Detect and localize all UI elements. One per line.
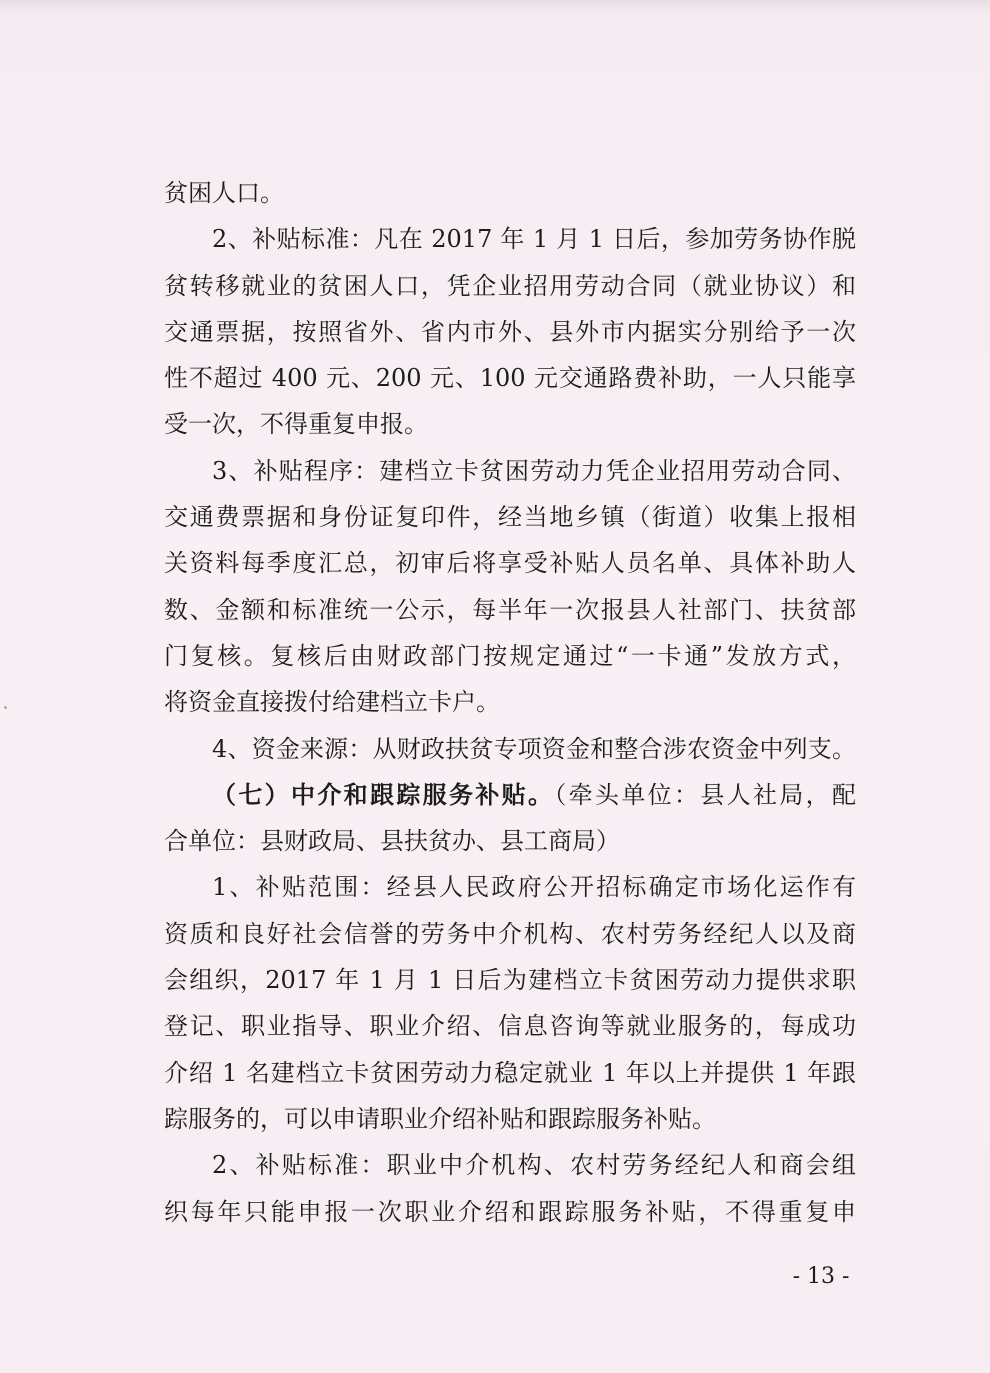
text-line	[164, 772, 856, 818]
text-line: 性不超过 400 元、200 元、100 元交通路费补助，一人只能享	[164, 364, 856, 393]
text-line: 受一次，不得重复申报。	[164, 410, 428, 439]
text-line: 踪服务的，可以申请职业介绍补贴和跟踪服务补贴。	[164, 1104, 716, 1133]
body-text	[164, 170, 856, 1235]
text-line: 介绍 1 名建档立卡贫困劳动力稳定就业 1 年以上并提供 1 年跟	[164, 1058, 856, 1087]
text-line: 贫困人口。	[164, 179, 284, 207]
text-line: 贫转移就业的贫困人口，凭企业招用劳动合同（就业协议）和	[164, 271, 856, 300]
scan-top-edge	[0, 0, 990, 14]
section-heading: （七）中介和跟踪服务补贴。	[212, 779, 555, 809]
text-line: 3、补贴程序：建档立卡贫困劳动力凭企业招用劳动合同、	[212, 456, 856, 485]
text-line: 交通费票据和身份证复印件，经当地乡镇（街道）收集上报相	[164, 503, 856, 532]
text-line: 会组织，2017 年 1 月 1 日后为建档立卡贫困劳动力提供求职	[164, 966, 856, 995]
text-line: 织每年只能申报一次职业介绍和跟踪服务补贴，不得重复申	[164, 1197, 856, 1226]
text-line: 1、补贴范围：经县人民政府公开招标确定市场化运作有	[212, 873, 856, 902]
section-heading-note: （牵头单位：县人社局，配	[554, 780, 857, 809]
text-line: 资质和良好社会信誉的劳务中介机构、农村劳务经纪人以及商	[164, 919, 856, 948]
text-line: 2、补贴标准：职业中介机构、农村劳务经纪人和商会组	[212, 1151, 856, 1180]
text-line: 关资料每季度汇总，初审后将享受补贴人员名单、具体补助人	[164, 549, 856, 578]
text-line: 登记、职业指导、职业介绍、信息咨询等就业服务的，每成功	[164, 1012, 856, 1041]
scan-speck	[4, 706, 7, 709]
text-line: 数、金额和标准统一公示，每半年一次报县人社部门、扶贫部	[164, 595, 856, 624]
text-line: 2、补贴标准：凡在 2017 年 1 月 1 日后，参加劳务协作脱	[212, 225, 856, 254]
text-line: 4、资金来源：从财政扶贫专项资金和整合涉农资金中列支。	[212, 734, 856, 763]
text-line: 交通票据，按照省外、省内市外、县外市内据实分别给予一次	[164, 317, 856, 346]
page-number: - 13 -	[792, 1264, 850, 1289]
text-line: 将资金直接拨付给建档立卡户。	[164, 688, 500, 717]
text-line: 合单位：县财政局、县扶贫办、县工商局）	[164, 827, 620, 856]
text-line: 门复核。复核后由财政部门按规定通过“一卡通”发放方式，	[164, 641, 856, 670]
